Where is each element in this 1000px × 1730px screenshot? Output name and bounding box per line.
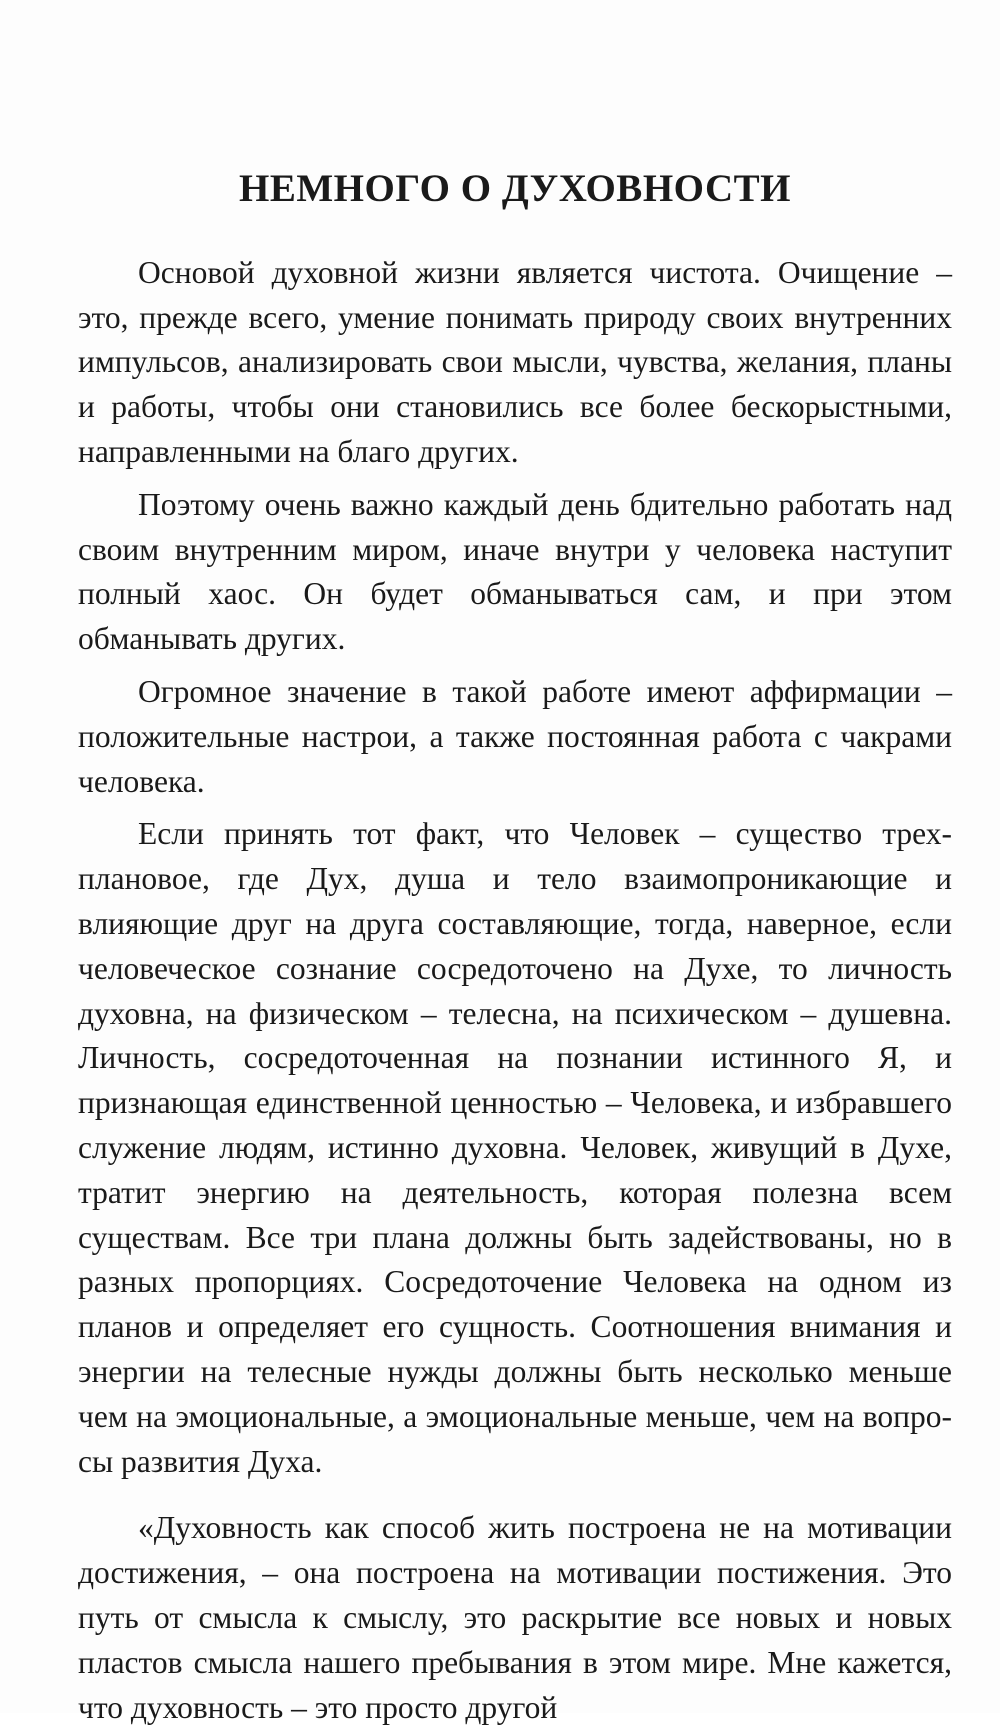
paragraph: Поэтому очень важно каждый день бдительно работать над своим внутренним миром, иначе внутри у человека наступит полный хаос. Он будет обманываться сам, и при этом обманывать других. (78, 486, 952, 657)
chapter-title: НЕМНОГО О ДУХОВНОСТИ (239, 167, 791, 210)
paragraph: Огромное значение в такой работе имеют аффирмации – положительные настрои, а также постоянная работа с чакрами человека. (78, 674, 952, 799)
body-text (78, 251, 952, 1730)
quote-paragraph: «Духовность как способ жить построена не на мотивации достижения, – она построена на мотивации постижения. Это путь от смысла к смыслу, это раскрытие все новых и новых пластов смысла нашего пребывания в этом мире. Мне кажется, что духовность – это просто другой (78, 1510, 952, 1725)
paragraph: Основой духовной жизни является чистота. Очищение – это, прежде всего, умение понимать природу своих внутренних импульсов, анализировать свои мысли, чувства, желания, планы и работы, чтобы они становились все более бескорыстными, направленными на благо других. (78, 254, 952, 470)
paragraph: Если принять тот факт, что Человек – существо трехплановое, где Дух, душа и тело взаимопроникающие и влияющие друг на друга составляющие, тогда, наверное, если человеческое сознание сосредоточено на Духе, то личность духовна, на физическом – телесна, на психическом – душевна. Личность, сосредоточенная на познании истинного Я, и признающая единственной ценностью – Человека, и избравшего служение людям, истинно духовна. Человек, живущий в Духе, тратит энергию на деятельность, которая полезна всем существам. Все три плана должны быть задействованы, но в разных пропорциях. Сосредоточение Человека на одном из планов и определяет его сущность. Соотношения внимания и энергии на телесные нужды должны быть несколько меньше чем на эмоциональные, а эмоциональные меньше, чем на вопросы развития Духа. (78, 816, 952, 1479)
